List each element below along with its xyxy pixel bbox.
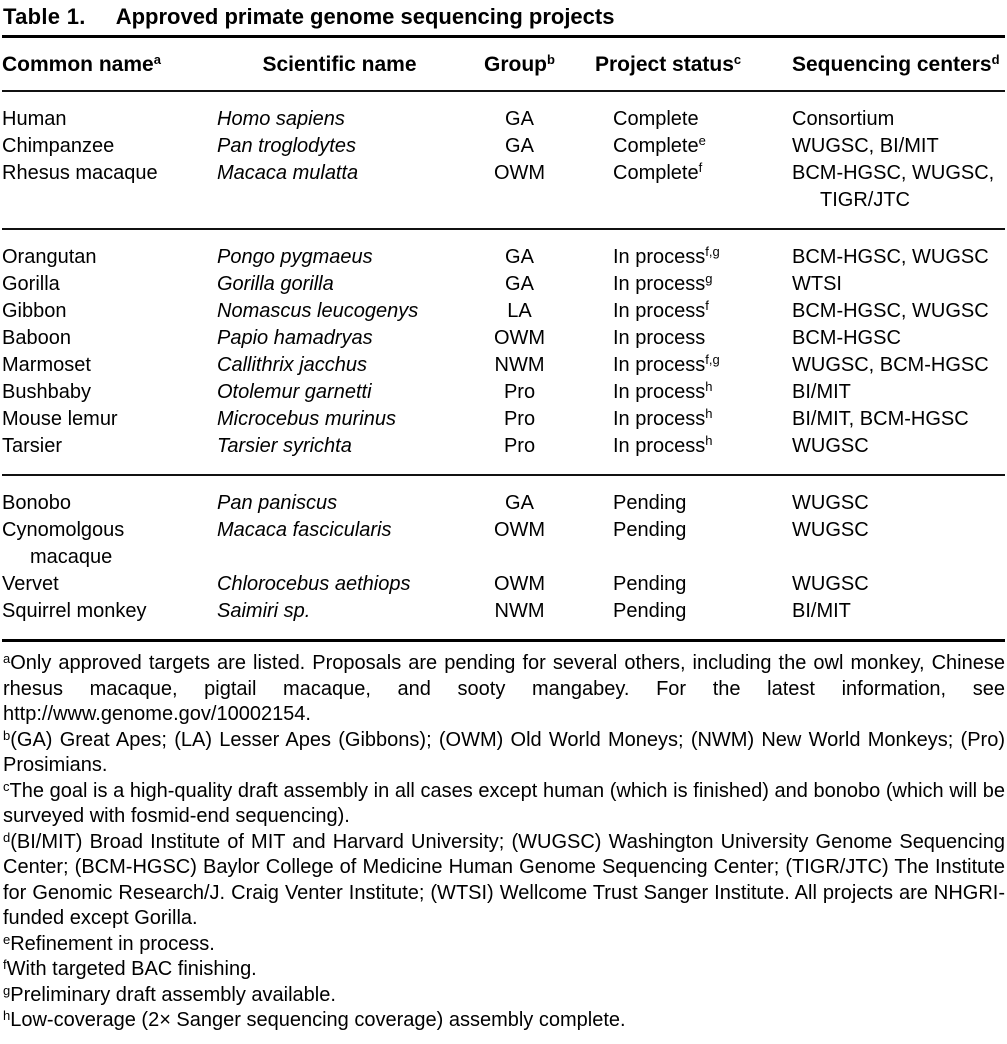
cell-common-name: Vervet [2,573,59,595]
cell-scientific-name: Papio hamadryas [217,327,373,349]
table-row [2,379,1005,406]
superscript: a [3,651,11,666]
cell-sequencing-centers: WUGSC [792,573,869,595]
superscript: f [3,957,7,972]
cell-group: OWM [493,519,546,541]
table-row [2,244,1005,271]
cell-project-status: Complete [613,108,699,130]
superscript: c [733,52,742,67]
cell-sequencing-centers: BI/MIT, BCM-HGSC [792,408,969,430]
superscript: d [991,52,1000,67]
cell-sequencing-centers: WTSI [792,273,842,295]
cell-scientific-name: Tarsier syrichta [217,435,352,457]
cell-scientific-name: Nomascus leucogenys [217,300,419,322]
cell-project-status: In process$^h$ [613,433,713,457]
superscript: f [698,160,703,175]
cell-common-name: Cynomolgous macaque [2,519,125,568]
cell-sequencing-centers: WUGSC [792,492,869,514]
superscript: g [3,982,11,998]
cell-scientific-name: Callithrix jacchus [217,354,368,376]
cell-group: OWM [493,327,546,349]
cell-project-status: In process [613,327,706,349]
column-header-common-name: Common name$^a$ [2,52,161,76]
cell-group: Pro [503,408,536,430]
superscript: h [705,406,713,421]
divider-section-1 [2,228,1005,230]
footnote-f: $^f$With targeted BAC finishing. [3,957,257,980]
cell-scientific-name: Macaca mulatta [217,162,359,184]
cell-group: NWM [494,600,545,622]
cell-common-name: Mouse lemur [2,408,118,430]
cell-project-status: Pending [613,600,687,622]
cell-sequencing-centers: WUGSC [792,435,869,457]
cell-common-name: Orangutan [2,246,97,268]
cell-group: OWM [493,573,546,595]
table-row [2,160,1005,214]
cell-sequencing-centers: BCM-HGSC, WUGSC [792,300,989,322]
cell-project-status: Complete$^e$ [613,133,706,157]
cell-group: LA [507,300,532,322]
footnote-b: $^b$(GA) Great Apes; (LA) Lesser Apes (Gibbons); (OWM) Old World Moneys; (NWM) New World Monkeys; (Pro) Prosimians. [3,727,1005,776]
table-title [2,2,1005,35]
cell-project-status: Complete$^f$ [613,160,703,184]
cell-sequencing-centers: BI/MIT [792,381,851,403]
cell-sequencing-centers: WUGSC, BI/MIT [792,135,939,157]
table-row [2,106,1005,133]
table-row [2,571,1005,598]
cell-group: GA [505,108,534,130]
cell-project-status: In process$^f$ [613,298,709,322]
cell-scientific-name: Chlorocebus aethiops [217,573,411,595]
cell-scientific-name: Pan paniscus [217,492,338,514]
cell-common-name: Bushbaby [2,381,91,403]
divider-section-2 [2,474,1005,476]
cell-group: GA [505,246,534,268]
cell-sequencing-centers: Consortium [792,108,895,130]
superscript: h [705,433,713,448]
table-row [2,517,1005,571]
cell-scientific-name: Microcebus murinus [217,408,396,430]
cell-group: GA [505,135,534,157]
cell-project-status: Pending [613,573,687,595]
table-row [2,298,1005,325]
superscript: d [3,829,11,845]
cell-common-name: Rhesus macaque [2,162,158,184]
column-header-row [2,52,1005,77]
cell-scientific-name: Pan troglodytes [217,135,356,157]
cell-sequencing-centers: BCM-HGSC [792,327,901,349]
divider-top [2,35,1005,38]
table-title-text: Approved primate genome sequencing projects [115,4,615,29]
cell-sequencing-centers: BCM-HGSC, WUGSC, TIGR/JTC [792,162,995,211]
cell-common-name: Gorilla [2,273,60,295]
divider-header [2,90,1005,92]
table-row [2,352,1005,379]
superscript: e [3,931,11,947]
footnote-e: $^e$Refinement in process. [3,931,215,955]
superscript: g [705,271,713,286]
superscript: f,g [705,244,720,259]
table-row [2,598,1005,625]
cell-scientific-name: Otolemur garnetti [217,381,372,403]
column-header-project-status: Project status$^c$ [595,52,742,76]
cell-common-name: Baboon [2,327,71,349]
cell-project-status: In process$^h$ [613,406,713,430]
cell-scientific-name: Macaca fascicularis [217,519,392,541]
cell-common-name: Gibbon [2,300,67,322]
table-row [2,490,1005,517]
column-header-sequencing-centers: Sequencing centers$^d$ [792,52,1000,76]
cell-project-status: Pending [613,492,687,514]
table-section-pending [2,490,1005,625]
table-row [2,133,1005,160]
table-section-in-process [2,244,1005,460]
footnote-a: $^a$Only approved targets are listed. Proposals are pending for several others, including the owl monkey, Chinese rhesus macaque, pigtail macaque, and sooty mangabey. For the latest information, see http://www.genome.gov/10002154. [3,651,1005,725]
table-row [2,406,1005,433]
cell-project-status: Pending [613,519,687,541]
cell-sequencing-centers: BI/MIT [792,600,851,622]
cell-group: OWM [493,162,546,184]
cell-project-status: In process$^{f,g}$ [613,352,720,376]
cell-scientific-name: Saimiri sp. [217,600,311,622]
cell-project-status: In process$^g$ [613,271,713,295]
footnote-h: $^h$Low-coverage (2× Sanger sequencing coverage) assembly complete. [3,1008,626,1031]
superscript: f,g [705,352,720,367]
cell-common-name: Squirrel monkey [2,600,147,622]
superscript: h [3,1008,11,1023]
cell-project-status: In process$^h$ [613,379,713,403]
table-row [2,433,1005,460]
cell-group: GA [505,492,534,514]
cell-common-name: Tarsier [2,435,63,457]
table-row [2,271,1005,298]
column-header-group: Group$^b$ [484,52,555,76]
cell-scientific-name: Homo sapiens [217,108,345,130]
cell-sequencing-centers: BCM-HGSC, WUGSC [792,246,989,268]
footnotes-block [2,642,1005,1034]
table-section-complete [2,106,1005,214]
superscript: a [153,52,161,67]
superscript: e [698,133,706,148]
cell-sequencing-centers: WUGSC, BCM-HGSC [792,354,989,376]
column-header-scientific-name: Scientific name [262,53,417,76]
cell-group: Pro [503,435,536,457]
cell-group: NWM [494,354,545,376]
superscript: b [3,727,11,743]
cell-common-name: Human [2,108,67,130]
table-row [2,325,1005,352]
superscript: h [705,379,713,394]
cell-common-name: Bonobo [2,492,71,514]
cell-project-status: In process$^{f,g}$ [613,244,720,268]
cell-scientific-name: Gorilla gorilla [217,273,334,295]
cell-scientific-name: Pongo pygmaeus [217,246,373,268]
cell-sequencing-centers: WUGSC [792,519,869,541]
cell-common-name: Marmoset [2,354,91,376]
superscript: b [547,52,555,67]
footnote-g: $^g$Preliminary draft assembly available. [3,982,336,1006]
table-number-label: Table 1. [3,4,86,29]
superscript: f [705,298,709,313]
cell-common-name: Chimpanzee [2,135,115,157]
footnote-d: $^d$(BI/MIT) Broad Institute of MIT and Harvard University; (WUGSC) Washington University Genome Sequencing Center; (BCM-HGSC) Baylor College of Medicine Human Genome Sequencing Center; (TIGR/JTC) The Institute for Genomic Research/J. Craig Venter Institute; (WTSI) Wellcome Trust Sanger Institute. All projects are NHGRI-funded except Gorilla. [3,829,1005,929]
cell-group: Pro [503,381,536,403]
footnote-c: $^c$The goal is a high-quality draft assembly in all cases except human (which is finished) and bonobo (which will be surveyed with fosmid-end sequencing). [3,778,1005,827]
superscript: c [3,778,10,794]
cell-group: GA [505,273,534,295]
